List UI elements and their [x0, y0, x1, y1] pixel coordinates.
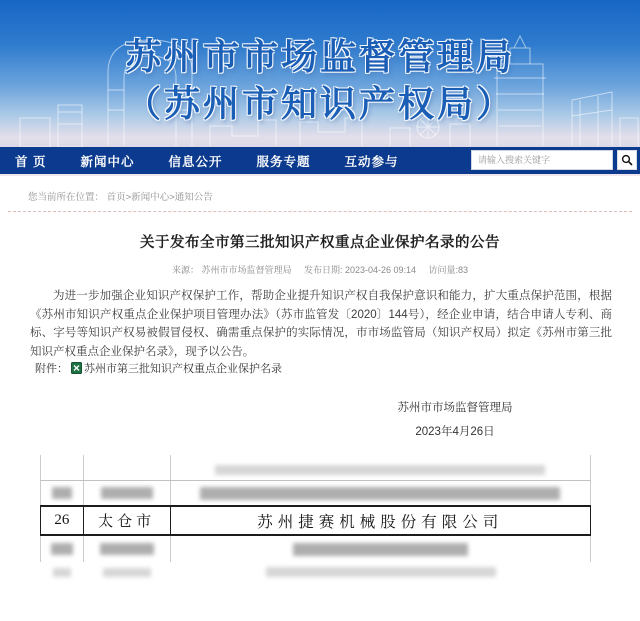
attachment-row	[35, 360, 282, 376]
search-bar	[471, 150, 637, 170]
search-input[interactable]	[471, 150, 613, 170]
search-button[interactable]	[617, 150, 637, 170]
blurred-row	[40, 536, 591, 562]
signature-date: 2023年4月26日	[415, 426, 495, 438]
attachment-link-text: 苏州市第三批知识产权重点企业保护名录	[84, 363, 282, 375]
site-title-line2: （苏州市知识产权局）	[124, 83, 515, 124]
site-title-line1: 苏州市市场监督管理局	[124, 36, 515, 77]
nav-item-news[interactable]: 新闻中心	[80, 154, 135, 169]
attachment-link[interactable]	[68, 360, 282, 376]
breadcrumb-prefix: 您当前所在位置：	[28, 192, 105, 203]
breadcrumb	[28, 189, 213, 203]
nav-item-info[interactable]: 信息公开	[168, 154, 223, 169]
row-number-cell: 26	[41, 507, 84, 534]
nav-item-services[interactable]: 服务专题	[256, 154, 311, 169]
breadcrumb-path[interactable]: 首页>新闻中心>通知公告	[106, 192, 213, 203]
article-views: 访问量:83	[428, 265, 469, 275]
search-icon	[621, 154, 633, 166]
row-company-cell: 苏州捷赛机械股份有限公司	[257, 513, 504, 531]
article-date: 发布日期: 2023-04-26 09:14	[303, 265, 417, 275]
main-nav	[0, 147, 640, 176]
breadcrumb-divider	[8, 211, 632, 212]
blurred-row	[40, 455, 591, 481]
site-banner	[0, 0, 640, 147]
article-title: 关于发布全市第三批知识产权重点企业保护名录的公告	[140, 235, 500, 251]
nav-item-interact[interactable]: 互动参与	[344, 154, 399, 169]
blurred-row	[40, 562, 591, 582]
excel-icon	[71, 362, 82, 374]
row-city-cell: 太仓市	[84, 507, 171, 534]
protection-list-table	[40, 455, 591, 582]
nav-items	[0, 152, 399, 170]
table-row-focused	[40, 505, 591, 536]
blurred-row	[40, 481, 591, 505]
attachment-label: 附件：	[35, 363, 68, 375]
signature-org: 苏州市市场监督管理局	[397, 402, 513, 414]
article-body: 为进一步加强企业知识产权保护工作，帮助企业提升知识产权自我保护意识和能力，扩大重点保护范围，根据《苏州市知识产权重点企业保护项目管理办法》（苏市监管发〔2020〕144号），经企业申请，结合申请人专利、商标、字号等知识产权易被假冒侵权、确需重点保护的实际情况，市市场监管局（知识产权局）拟定《苏州市第三批知识产权重点企业保护名录》，现予以公告。	[30, 290, 612, 358]
article-source: 来源： 苏州市市场监督管理局	[171, 265, 292, 275]
article-meta	[0, 263, 640, 276]
nav-item-home[interactable]: 首 页	[15, 154, 47, 169]
